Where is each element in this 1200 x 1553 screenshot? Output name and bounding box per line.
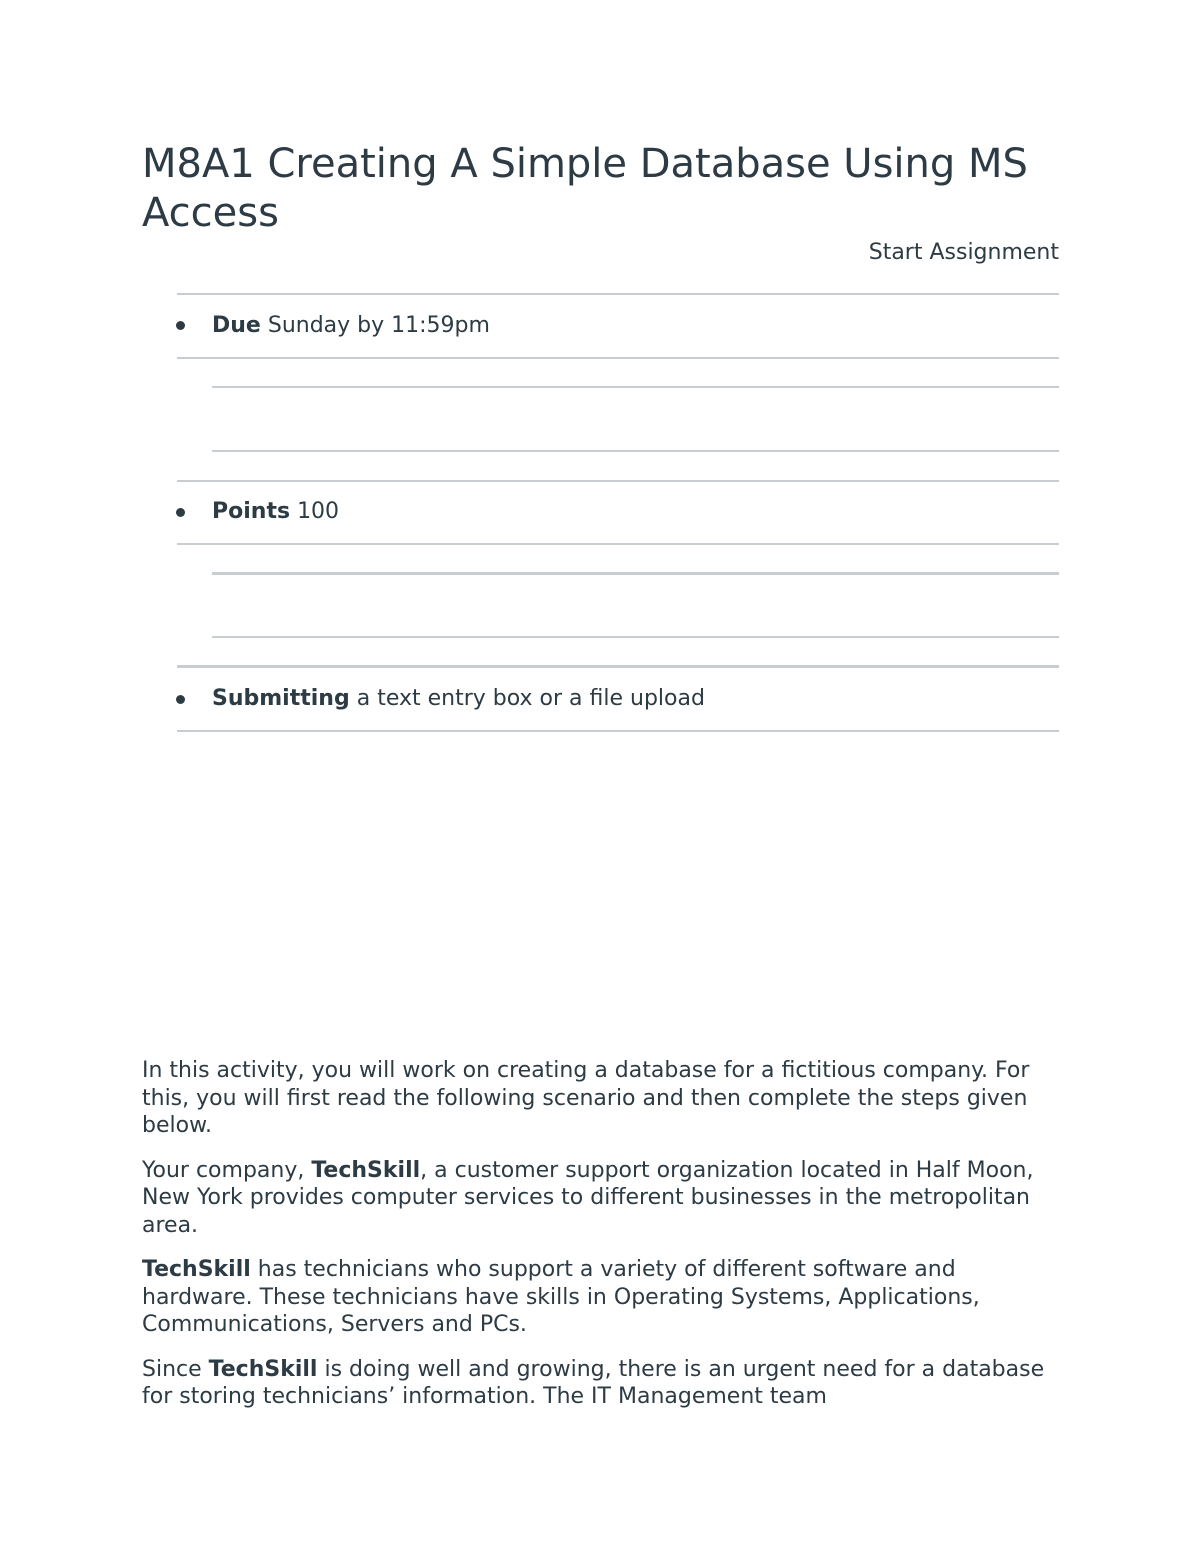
due-label: Due [212,313,261,338]
divider [212,450,1059,452]
description-paragraph [142,1356,1062,1411]
due-value: Sunday by 11:59pm [267,313,490,338]
text-span: is doing well and growing, there is an urgent need for a database for storing technicians’ information. The IT Management team [142,1356,1045,1409]
due-row [212,312,490,340]
company-name: TechSkill [311,1157,421,1183]
description-paragraph [142,1256,1062,1339]
text-span: Your company, [142,1157,312,1183]
bullet-icon [176,508,185,517]
text-span: , a customer support organization located in Half Moon, New York provides computer services to different businesses in the metropolitan area. [142,1157,1034,1238]
divider [177,293,1059,295]
divider [212,572,1059,575]
submitting-row [212,685,705,713]
company-name: TechSkill [142,1257,251,1282]
text-span: Since [142,1356,209,1382]
divider [212,386,1059,388]
points-row [212,498,339,526]
submitting-label: Submitting [212,686,350,711]
page-title: M8A1 Creating A Simple Database Using MS Access [142,141,1028,236]
divider [177,730,1059,732]
submitting-value: a text entry box or a file upload [356,686,705,711]
divider [177,357,1059,359]
bullet-icon [176,321,185,330]
divider [177,665,1059,668]
divider [212,636,1059,638]
text-span: has technicians who support a variety of different software and hardware. These technicians have skills in Operating Systems, Applications, Communications, Servers and PCs. [142,1257,980,1337]
points-value: 100 [297,499,340,524]
bullet-icon [176,695,185,704]
description-paragraph: In this activity, you will work on creating a database for a fictitious company. For this, you will first read the following scenario and then complete the steps given below. [142,1058,1030,1138]
start-assignment-button[interactable]: Start Assignment [868,240,1059,265]
description-paragraph [142,1157,1062,1240]
divider [177,480,1059,482]
company-name: TechSkill [208,1356,318,1382]
points-label: Points [212,499,291,524]
assignment-description [142,1057,1062,1428]
divider [177,543,1059,545]
